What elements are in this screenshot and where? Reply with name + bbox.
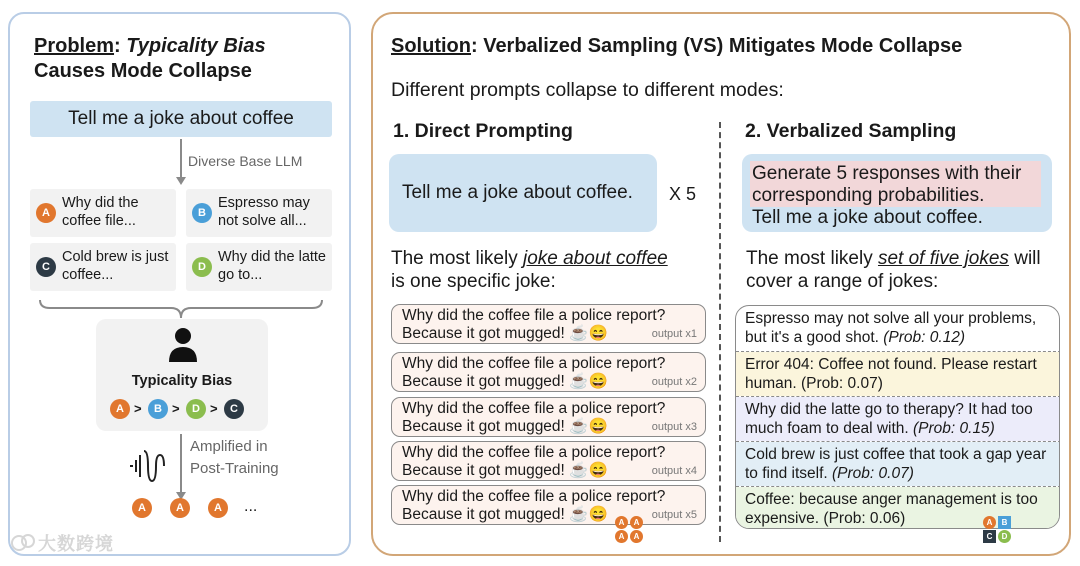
solution-title xyxy=(391,34,962,59)
vs-joke: Why did the latte go to therapy? It had too much foam to deal with. xyxy=(745,401,1033,437)
direct-prompting-description xyxy=(391,247,668,293)
vs-output-row-2 xyxy=(736,352,1060,396)
output-tag: output x5 xyxy=(651,509,697,521)
dp-output-line1: Why did the coffee file a police report? xyxy=(402,488,666,505)
dp-output-line1: Why did the coffee file a police report? xyxy=(402,355,666,372)
gt-sign: > xyxy=(210,401,218,416)
dp-output-text xyxy=(402,400,665,436)
result-badge-a-icon: A xyxy=(132,498,152,518)
dp-output-line2: Because it got mugged! ☕😄 xyxy=(402,418,608,435)
dp-para-pre: The most likely xyxy=(391,248,523,269)
dp-output-card xyxy=(391,485,706,525)
solution-title-rest: : Verbalized Sampling (VS) Mitigates Mode Collapse xyxy=(470,35,963,57)
vs-joke: Error 404: Coffee not found. Please restart human. xyxy=(745,356,1037,392)
vs-prob: (Prob: 0.06) xyxy=(823,509,906,527)
vs-mini-badge-d-icon: D xyxy=(998,530,1011,543)
dp-output-card xyxy=(391,304,706,344)
order-badge-c-icon: C xyxy=(224,399,244,419)
dp-para-emphasis: joke about coffee xyxy=(522,248,668,269)
dp-mini-badge-a-icon: A xyxy=(630,516,643,529)
base-llm-label: Diverse Base LLM xyxy=(188,153,303,169)
curly-brace-icon xyxy=(38,298,324,320)
vs-prob: (Prob: 0.07) xyxy=(832,464,914,482)
vs-output-row-4 xyxy=(736,442,1060,486)
vs-prob: (Prob: 0.15) xyxy=(913,419,995,437)
badge-a-icon: A xyxy=(36,203,56,223)
dp-output-card xyxy=(391,441,706,481)
vs-para-emphasis: set of five jokes xyxy=(877,248,1009,269)
amplified-label xyxy=(190,436,279,480)
vs-prob: (Prob: 0.12) xyxy=(883,328,966,346)
joke-text: Why did the latte go to... xyxy=(218,249,326,283)
title-colon: : xyxy=(114,35,127,57)
joke-card-c xyxy=(30,243,176,291)
vs-para-pre: The most likely xyxy=(746,248,878,269)
vs-output-text xyxy=(745,401,1057,438)
gt-sign: > xyxy=(172,401,180,416)
person-icon xyxy=(168,327,198,363)
collapsed-results xyxy=(130,498,280,522)
problem-title-line2: Causes Mode Collapse xyxy=(34,60,252,82)
dp-output-text xyxy=(402,355,665,391)
column-divider xyxy=(719,122,721,542)
joke-text: Cold brew is just coffee... xyxy=(62,249,169,283)
gt-sign: > xyxy=(134,401,142,416)
typicality-bias-box xyxy=(96,319,268,431)
dp-output-line1: Why did the coffee file a police report? xyxy=(402,307,666,324)
amplified-line2: Post-Training xyxy=(190,460,279,477)
vs-prompt-line3: Tell me a joke about coffee. xyxy=(752,207,983,228)
vs-prob: (Prob: 0.07) xyxy=(801,374,883,392)
output-tag: output x1 xyxy=(651,328,697,340)
joke-text: Espresso may not solve all... xyxy=(218,195,310,229)
output-tag: output x4 xyxy=(651,465,697,477)
times-five-label: X 5 xyxy=(669,184,697,204)
dp-output-line1: Why did the coffee file a police report? xyxy=(402,400,666,417)
dp-output-line1: Why did the coffee file a police report? xyxy=(402,444,666,461)
bias-title: Typicality Bias xyxy=(131,373,233,389)
problem-panel xyxy=(8,12,351,556)
joke-text: Why did the coffee file... xyxy=(62,195,139,229)
direct-prompt-box: Tell me a joke about coffee. xyxy=(389,154,657,232)
problem-title xyxy=(34,34,266,84)
vs-output-text xyxy=(745,356,1057,393)
output-tag: output x2 xyxy=(651,376,697,388)
vs-prompt-text xyxy=(752,163,1021,229)
vs-description xyxy=(746,247,1041,293)
order-badge-d-icon: D xyxy=(186,399,206,419)
watermark-logo-icon xyxy=(10,533,36,553)
dp-output-line2: Because it got mugged! ☕😄 xyxy=(402,462,608,479)
joke-card-d xyxy=(186,243,332,291)
dp-output-card xyxy=(391,397,706,437)
watermark: 大数跨境 xyxy=(38,534,114,554)
dp-output-text xyxy=(402,444,665,480)
typicality-bias-label: Typicality Bias xyxy=(126,35,266,57)
dp-output-line2: Because it got mugged! ☕😄 xyxy=(402,325,608,342)
vs-joke: Coffee: because anger management is too expensive. xyxy=(745,491,1038,527)
badge-d-icon: D xyxy=(192,257,212,277)
dp-output-text xyxy=(402,307,665,343)
dp-mini-badge-a-icon: A xyxy=(615,530,628,543)
solution-panel xyxy=(371,12,1071,556)
vs-prompt-box xyxy=(742,154,1052,232)
flow-arrow-1 xyxy=(180,139,182,179)
vs-joke: Cold brew is just coffee that took a gap year to find itself. xyxy=(745,446,1047,482)
result-badge-a-icon: A xyxy=(170,498,190,518)
vs-output-text xyxy=(745,446,1057,483)
order-badge-a-icon: A xyxy=(110,399,130,419)
vs-joke: Espresso may not solve all your problems, but it's a good shot. xyxy=(745,310,1037,346)
dp-mini-badge-a-icon: A xyxy=(615,516,628,529)
verbalized-sampling-heading: 2. Verbalized Sampling xyxy=(745,120,957,142)
badge-c-icon: C xyxy=(36,257,56,277)
vs-para-line2: cover a range of jokes: xyxy=(746,271,939,292)
joke-card-b xyxy=(186,189,332,237)
bias-order xyxy=(110,399,260,421)
vs-mini-badge-b-icon: B xyxy=(998,516,1011,529)
solution-subtitle: Different prompts collapse to different modes: xyxy=(391,79,784,101)
vs-output-row-3 xyxy=(736,397,1060,441)
vs-output-row-5 xyxy=(736,487,1060,529)
results-ellipsis: ... xyxy=(244,498,258,515)
direct-prompting-heading: 1. Direct Prompting xyxy=(393,120,573,142)
output-tag: output x3 xyxy=(651,421,697,433)
dp-output-card xyxy=(391,352,706,392)
joke-card-a xyxy=(30,189,176,237)
dp-output-line2: Because it got mugged! ☕😄 xyxy=(402,506,608,523)
dp-para-line2: is one specific joke: xyxy=(391,271,556,292)
left-prompt: Tell me a joke about coffee xyxy=(30,101,332,137)
solution-label: Solution xyxy=(391,35,471,57)
vs-output-row-1 xyxy=(736,306,1060,351)
result-badge-a-icon: A xyxy=(208,498,228,518)
vs-mini-badge-c-icon: C xyxy=(983,530,996,543)
badge-b-icon: B xyxy=(192,203,212,223)
dp-mini-badge-a-icon: A xyxy=(630,530,643,543)
order-badge-b-icon: B xyxy=(148,399,168,419)
dp-output-line2: Because it got mugged! ☕😄 xyxy=(402,373,608,390)
vs-para-post: will xyxy=(1008,248,1041,269)
vs-output-text xyxy=(745,310,1057,347)
flow-arrowhead-1 xyxy=(176,177,186,185)
vs-output-card xyxy=(735,305,1060,529)
vs-prompt-line2: corresponding probabilities. xyxy=(752,185,985,206)
vs-prompt-line1: Generate 5 responses with their xyxy=(752,163,1022,184)
amplified-line1: Amplified in xyxy=(190,438,268,455)
sound-wave-icon xyxy=(128,449,168,483)
vs-mini-badge-a-icon: A xyxy=(983,516,996,529)
flow-arrow-2 xyxy=(180,434,182,496)
problem-label: Problem xyxy=(34,35,115,57)
